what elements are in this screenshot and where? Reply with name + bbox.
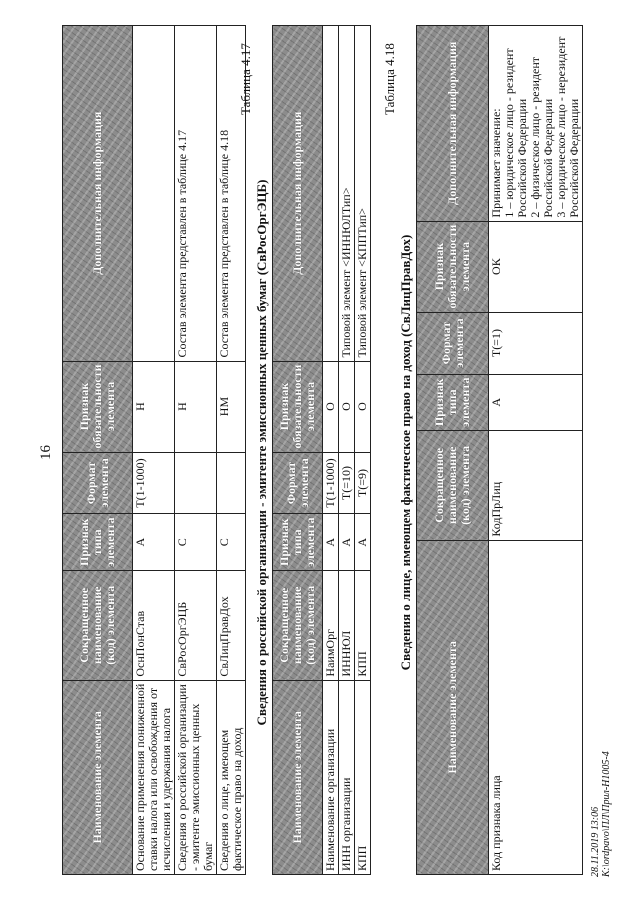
page-number: 16 xyxy=(38,445,54,460)
cell-info xyxy=(323,26,339,362)
cell-code: ИННЮЛ xyxy=(339,570,355,680)
cell-info xyxy=(489,26,583,222)
cell-required: О xyxy=(355,361,371,452)
table-row xyxy=(355,26,371,875)
cell-format: T(1-1000) xyxy=(133,452,175,514)
table-row xyxy=(489,26,583,875)
cell-type: А xyxy=(489,374,583,430)
cell-type: С xyxy=(175,514,217,570)
table-row xyxy=(339,26,355,875)
cell-element-name: Сведения о лице, имеющем фактическое право на доход xyxy=(217,680,246,874)
header-cell: Признак обязательности элемента xyxy=(63,361,133,452)
header-cell: Наименование элемента xyxy=(273,680,323,874)
header-cell: Наименование элемента xyxy=(63,680,133,874)
cell-format: T(=9) xyxy=(355,452,371,514)
table-header-row xyxy=(273,26,323,875)
header-cell: Сокращенное наименование (код) элемента xyxy=(63,570,133,680)
header-cell: Признак типа элемента xyxy=(63,514,133,570)
footer xyxy=(590,751,612,877)
cell-info: Типовой элемент <КППТип> xyxy=(355,26,371,362)
cell-format: T(=10) xyxy=(339,452,355,514)
cell-element-name: ИНН организации xyxy=(339,680,355,874)
header-cell: Формат элемента xyxy=(63,452,133,514)
cell-type: А xyxy=(355,514,371,570)
cell-element-name: Основание применения пониженной ставки налога или освобождения от исчисления и удержания налога xyxy=(133,680,175,874)
header-cell: Дополнительная информация xyxy=(63,26,133,362)
cell-code: ОснПонСтав xyxy=(133,570,175,680)
info-value: 3 – юридическое лицо - нерезидент Российской Федерации xyxy=(554,36,581,218)
table-4-18 xyxy=(416,25,583,875)
header-cell: Дополнительная информация xyxy=(273,26,323,362)
cell-required: ОК xyxy=(489,221,583,312)
info-intro: Принимает значение: xyxy=(489,108,503,218)
header-cell: Признак типа элемента xyxy=(417,374,489,430)
cell-info: Типовой элемент <ИННЮЛТип> xyxy=(339,26,355,362)
cell-code: СвЛицПравДох xyxy=(217,570,246,680)
cell-info: Состав элемента представлен в таблице 4.17 xyxy=(175,26,217,362)
header-cell: Формат элемента xyxy=(273,452,323,514)
cell-code: КодПрЛиц xyxy=(489,431,583,541)
cell-type: С xyxy=(217,514,246,570)
cell-required: Н xyxy=(175,361,217,452)
header-cell: Признак обязательности элемента xyxy=(273,361,323,452)
cell-format: T(=1) xyxy=(489,312,583,374)
table-caption-4-18: Таблица 4.18 xyxy=(382,43,397,115)
cell-format xyxy=(217,452,246,514)
header-cell: Дополнительная информация xyxy=(417,26,489,222)
cell-type: А xyxy=(133,514,175,570)
header-cell: Признак типа элемента xyxy=(273,514,323,570)
cell-format xyxy=(175,452,217,514)
info-value: 1 – юридическое лицо - резидент Российской Федерации xyxy=(502,48,529,218)
footer-path: К:\ordpavo\ПЛ\Прил-Н1005-4 xyxy=(601,751,612,877)
header-cell: Формат элемента xyxy=(417,312,489,374)
table-row xyxy=(175,26,217,875)
cell-code: НаимОрг xyxy=(323,570,339,680)
cell-type: А xyxy=(323,514,339,570)
cell-info: Состав элемента представлен в таблице 4.18 xyxy=(217,26,246,362)
cell-required: О xyxy=(323,361,339,452)
table-elements-main xyxy=(62,25,246,875)
cell-info xyxy=(133,26,175,362)
info-value: 2 – физическое лицо - резидент Российской Федерации xyxy=(528,56,555,218)
cell-code: КПП xyxy=(355,570,371,680)
cell-code: СвРосОргЭЦБ xyxy=(175,570,217,680)
cell-element-name: Наименование организации xyxy=(323,680,339,874)
cell-element-name: КПП xyxy=(355,680,371,874)
header-cell: Сокращенное наименование (код) элемента xyxy=(417,431,489,541)
cell-format: T(1-1000) xyxy=(323,452,339,514)
header-cell: Признак обязательности элемента xyxy=(417,221,489,312)
table-caption-4-17: Таблица 4.17 xyxy=(238,43,253,115)
table-4-17 xyxy=(272,25,371,875)
header-cell: Наименование элемента xyxy=(417,540,489,874)
table-row xyxy=(323,26,339,875)
cell-element-name: Код признака лица xyxy=(489,540,583,874)
cell-required: Н xyxy=(133,361,175,452)
footer-timestamp: 28.11.2019 13:06 xyxy=(590,806,601,877)
table-row xyxy=(133,26,175,875)
table-header-row xyxy=(63,26,133,875)
table-header-row xyxy=(417,26,489,875)
table-row xyxy=(217,26,246,875)
header-cell: Сокращенное наименование (код) элемента xyxy=(273,570,323,680)
table-title-4-18: Сведения о лице, имеющем фактическое право на доход (СвЛицПравДох) xyxy=(398,234,413,671)
cell-element-name: Сведения о российской организации - эмитенте эмиссионных ценных бумаг xyxy=(175,680,217,874)
cell-required: НМ xyxy=(217,361,246,452)
cell-type: А xyxy=(339,514,355,570)
cell-required: О xyxy=(339,361,355,452)
table-title-4-17: Сведения о российской организации - эмитенте эмиссионных ценных бумаг (СвРосОргЭЦБ) xyxy=(254,179,269,726)
